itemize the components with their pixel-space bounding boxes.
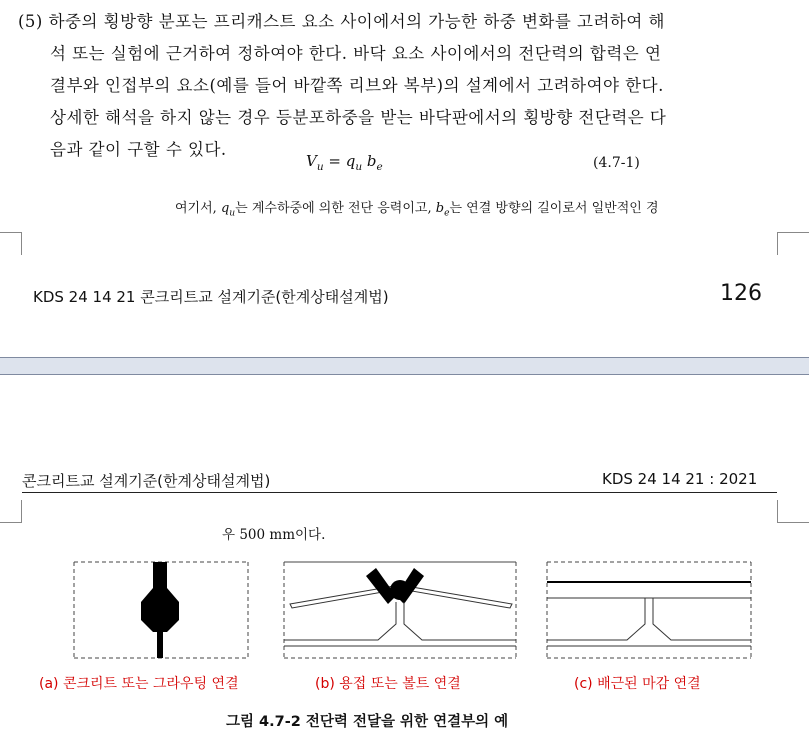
paragraph-line: 결부와 인접부의 요소(예를 들어 바깥쪽 리브와 복부)의 설계에서 고려하여야 한다.	[50, 76, 664, 95]
figure-a-grouted-joint	[72, 560, 250, 660]
paragraph-line: 상세한 해석을 하지 않는 경우 등분포하중을 받는 바닥판에서의 횡방향 전단력은 다	[50, 108, 667, 127]
crop-mark	[777, 500, 809, 523]
where-sentence: 여기서, $q_u$는 계수하중에 의한 전단 응력이고, $b_e$는 연결 방향의 길이로서 일반적인 경	[175, 201, 659, 219]
equation-4-7-1: $V_u = q_u$ $b_e$	[306, 152, 383, 173]
figure-b-welded-bolted-joint	[282, 560, 518, 660]
paragraph-line: (5) 하중의 횡방향 분포는 프리캐스트 요소 사이에서의 가능한 하중 변화를 고려하여 해	[18, 12, 665, 31]
paragraph-5	[18, 6, 788, 166]
crop-mark	[0, 232, 22, 255]
equation-number: (4.7-1)	[593, 155, 640, 171]
figure-c-reinforced-topping-joint	[545, 560, 753, 660]
continuation-text: 우 500 mm이다.	[222, 527, 326, 543]
crop-mark	[0, 500, 22, 523]
page-number: 126	[720, 281, 762, 306]
header-rule	[22, 492, 777, 493]
figure-caption-b: (b) 용접 또는 볼트 연결	[315, 676, 461, 692]
paragraph-line: 석 또는 실험에 근거하여 정하여야 한다. 바닥 요소 사이에서의 전단력의 합력은 연	[50, 44, 662, 63]
page-separator	[0, 357, 809, 375]
paragraph-line: 음과 같이 구할 수 있다.	[50, 140, 227, 159]
figure-caption-a: (a) 콘크리트 또는 그라우팅 연결	[39, 676, 239, 692]
header-title: 콘크리트교 설계기준(한계상태설계법)	[22, 472, 271, 490]
header-code: KDS 24 14 21 : 2021	[602, 470, 758, 488]
figure-title: 그림 4.7-2 전단력 전달을 위한 연결부의 예	[226, 714, 509, 730]
crop-mark	[777, 232, 809, 255]
figure-caption-c: (c) 배근된 마감 연결	[574, 676, 701, 692]
footer-title: KDS 24 14 21 콘크리트교 설계기준(한계상태설계법)	[33, 288, 389, 306]
